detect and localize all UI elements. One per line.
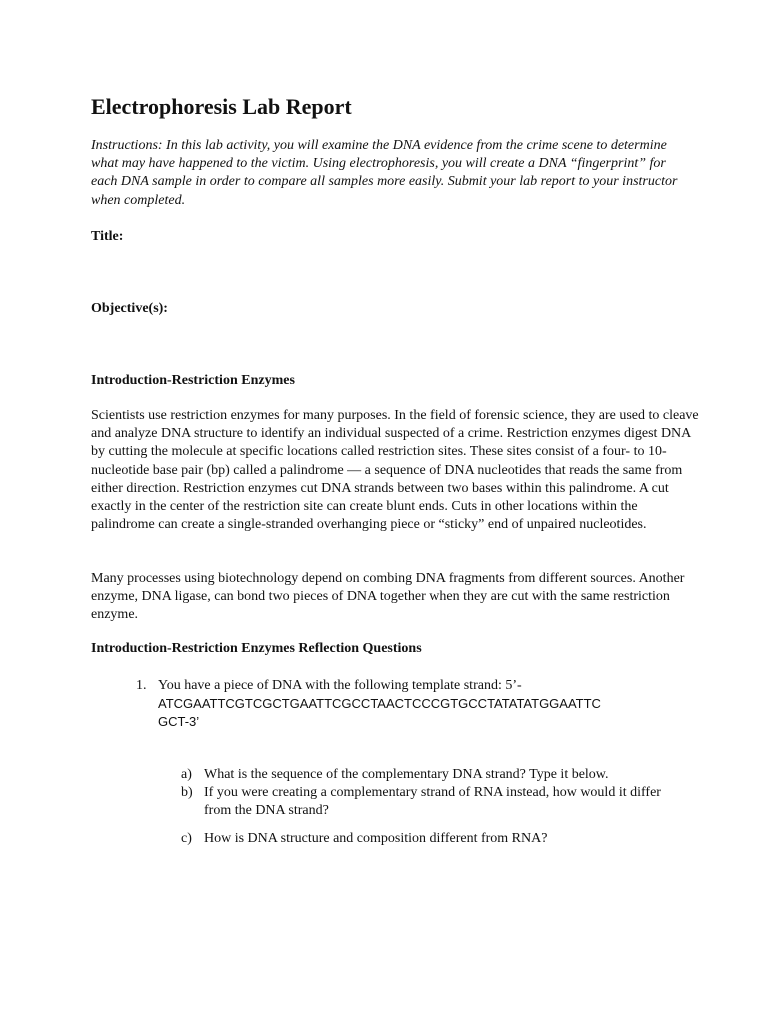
title-label: Title: [91, 229, 124, 244]
objectives-label: Objective(s): [91, 301, 168, 316]
dna-sequence-line-1: ATCGAATTCGTCGCTGAATTCGCCTAACTCCCGTGCCTATATATGGAATTC [158, 696, 601, 712]
sub-question-b-marker: b) [181, 785, 193, 800]
question-1-lead: You have a piece of DNA with the following template strand: 5’- [158, 678, 522, 693]
document-title: Electrophoresis Lab Report [91, 94, 352, 119]
sub-question-a-text: What is the sequence of the complementary DNA strand? Type it below. [204, 767, 609, 782]
dna-sequence-line-2: GCT-3’ [158, 714, 200, 730]
intro-paragraph-1: Scientists use restriction enzymes for many purposes. In the field of forensic science, they are used to cleave and analyze DNA structure to identify an individual suspected of a crime. Restriction enzymes digest DNA by cutting the molecule at specific locations called restriction sites. These sites consist of a four- to 10-nucleotide base pair (bp) called a palindrome — a sequence of DNA nucleotides that reads the same from either direction. Restriction enzymes cut DNA strands between two bases within this palindrome. A cut exactly in the center of the restriction site can create blunt ends. Cuts in other locations within the palindrome can create a single-stranded overhanging piece or “sticky” end of unpaired nucleotides. [91, 408, 699, 533]
sub-question-a-marker: a) [181, 767, 192, 782]
sub-question-c-text: How is DNA structure and composition different from RNA? [204, 831, 548, 846]
reflection-heading: Introduction-Restriction Enzymes Reflection Questions [91, 641, 422, 656]
intro-heading: Introduction-Restriction Enzymes [91, 373, 295, 388]
question-1-marker: 1. [136, 678, 147, 693]
sub-question-b-text: If you were creating a complementary strand of RNA instead, how would it differ from the DNA strand? [204, 785, 661, 819]
instructions-paragraph: Instructions: In this lab activity, you will examine the DNA evidence from the crime scene to determine what may have happened to the victim. Using electrophoresis, you will create a DNA “fingerprint” for each DNA sample in order to compare all samples more easily. Submit your lab report to your instructor when completed. [91, 138, 678, 208]
question-1-text [158, 677, 688, 732]
intro-paragraph-2: Many processes using biotechnology depend on combing DNA fragments from different sources. Another enzyme, DNA ligase, can bond two pieces of DNA together when they are cut with the same restriction enzyme. [91, 571, 685, 623]
sub-question-c-marker: c) [181, 831, 192, 846]
